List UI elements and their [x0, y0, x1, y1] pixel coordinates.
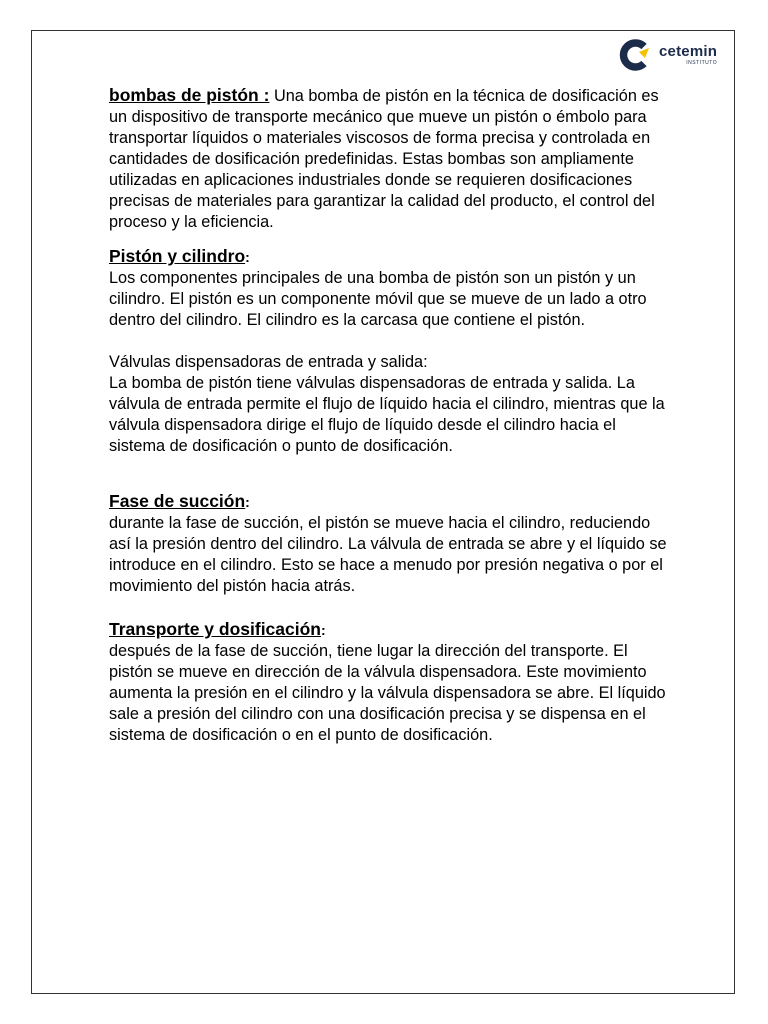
transport-heading-colon: :	[321, 622, 326, 638]
piston-text: Los componentes principales de una bomba de pistón son un pistón y un cilindro. El pistón es un componente móvil que se mueve de un lado a otro dentro del cilindro. El cilindro es la carcasa que contiene el pistón.	[109, 269, 647, 329]
intro-text: Una bomba de pistón en la técnica de dosificación es un dispositivo de transporte mecánico que mueve un pistón o émbolo para transportar líquidos o materiales viscosos de forma precisa y controlada en cantidades de dosificación predefinidas. Estas bombas son ampliamente utilizadas en aplicaciones industriales donde se requieren dosificaciones precisas de materiales para garantizar la calidad del producto, el control del proceso y la eficiencia.	[109, 87, 659, 231]
piston-heading	[109, 245, 669, 268]
logo-name: cetemin	[659, 43, 718, 60]
document-body	[109, 85, 669, 746]
piston-heading-colon: :	[245, 249, 250, 265]
suction-heading	[109, 490, 669, 513]
suction-heading-colon: :	[245, 494, 250, 510]
cetemin-logo-icon	[619, 38, 653, 72]
transport-text: después de la fase de succión, tiene lugar la dirección del transporte. El pistón se mueve en dirección de la válvula dispensadora. Este movimiento aumenta la presión en el cilindro y la válvula dispensadora se abre. El líquido sale a presión del cilindro con una dosificación precisa y se dispensa en el sistema de dosificación o en el punto de dosificación.	[109, 642, 666, 744]
transport-heading	[109, 618, 669, 641]
suction-text: durante la fase de succión, el pistón se mueve hacia el cilindro, reduciendo así la presión dentro del cilindro. La válvula de entrada se abre y el líquido se introduce en el cilindro. Esto se hace a menudo por presión negativa o por el movimiento del pistón hacia atrás.	[109, 514, 667, 595]
logo-subtitle: INSTITUTO	[686, 60, 718, 66]
cetemin-logo	[619, 38, 729, 72]
piston-heading-text: Pistón y cilindro	[109, 246, 246, 266]
suction-heading-text: Fase de succión	[109, 491, 246, 511]
intro-heading: bombas de pistón :	[109, 85, 270, 105]
transport-heading-text: Transporte y dosificación	[109, 619, 321, 639]
valves-heading: Válvulas dispensadoras de entrada y salida:	[109, 353, 428, 371]
intro-paragraph	[109, 85, 669, 233]
valves-text: La bomba de pistón tiene válvulas dispensadoras de entrada y salida. La válvula de entrada permite el flujo de líquido hacia el cilindro, mientras que la válvula dispensadora dirige el flujo de líquido desde el cilindro hacia el sistema de dosificación o punto de dosificación.	[109, 374, 665, 455]
